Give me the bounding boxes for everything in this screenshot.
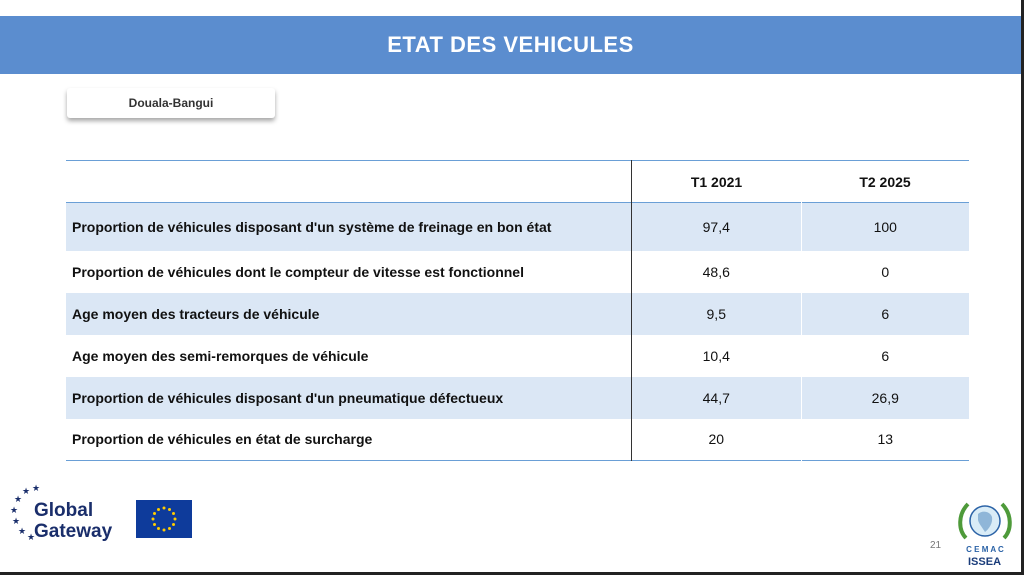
global-gateway-line1: Global: [34, 500, 94, 521]
cell-t2: 13: [877, 431, 894, 448]
cell-t2: 0: [881, 263, 890, 280]
cell-t1: 44,7: [632, 377, 802, 419]
cell-t2: 6: [881, 347, 890, 364]
route-tab[interactable]: [67, 88, 275, 118]
vehicle-status-table: [66, 160, 969, 461]
issea-label: ISSEA: [968, 556, 1002, 568]
table-header-row: [66, 161, 969, 203]
svg-text:★: ★: [32, 484, 40, 494]
svg-text:★: ★: [10, 506, 19, 516]
table-row: [66, 251, 969, 293]
svg-text:★: ★: [12, 517, 21, 527]
slide-title: ETAT DES VEHICULES: [387, 32, 634, 57]
cell-t2: 6: [881, 305, 890, 322]
route-label: Douala-Bangui: [128, 96, 214, 110]
table-row: [66, 293, 969, 335]
cell-t2: 100: [873, 218, 897, 235]
row-label: Proportion de véhicules dont le compteur de vitesse est fonctionnel: [72, 263, 524, 280]
cell-t1: 10,4: [632, 335, 802, 377]
row-label: Proportion de véhicules disposant d'un pneumatique défectueux: [72, 389, 504, 406]
column-header-t2-2025: T2 2025: [859, 173, 911, 190]
cell-t2: 26,9: [871, 389, 899, 406]
global-gateway-line2: Gateway: [34, 521, 113, 542]
header-corner: [66, 161, 632, 203]
row-label: Proportion de véhicules disposant d'un système de freinage en bon état: [72, 218, 552, 235]
svg-text:★: ★: [18, 527, 27, 537]
column-header-t1-2021: T1 2021: [632, 161, 802, 203]
global-gateway-logo: [10, 482, 130, 546]
row-label: Age moyen des semi-remorques de véhicule: [72, 347, 369, 364]
row-label: Age moyen des tracteurs de véhicule: [72, 305, 320, 322]
cell-t1: 9,5: [632, 293, 802, 335]
table-row: [66, 419, 969, 461]
cell-t1: 20: [632, 419, 802, 461]
row-label: Proportion de véhicules en état de surcharge: [72, 431, 373, 448]
issea-ring-text: C E M A C: [966, 545, 1004, 554]
page-number: 21: [930, 540, 942, 551]
cell-t1: 48,6: [632, 251, 802, 293]
svg-text:★: ★: [22, 487, 31, 497]
svg-text:★: ★: [27, 533, 36, 542]
table-row: [66, 377, 969, 419]
global-gateway-text: [34, 500, 112, 542]
table-row: [66, 335, 969, 377]
title-banner: [0, 16, 1021, 74]
eu-flag-icon: [136, 500, 192, 538]
svg-text:★: ★: [14, 495, 23, 505]
cell-t1: 97,4: [632, 203, 802, 251]
table-row: [66, 203, 969, 251]
